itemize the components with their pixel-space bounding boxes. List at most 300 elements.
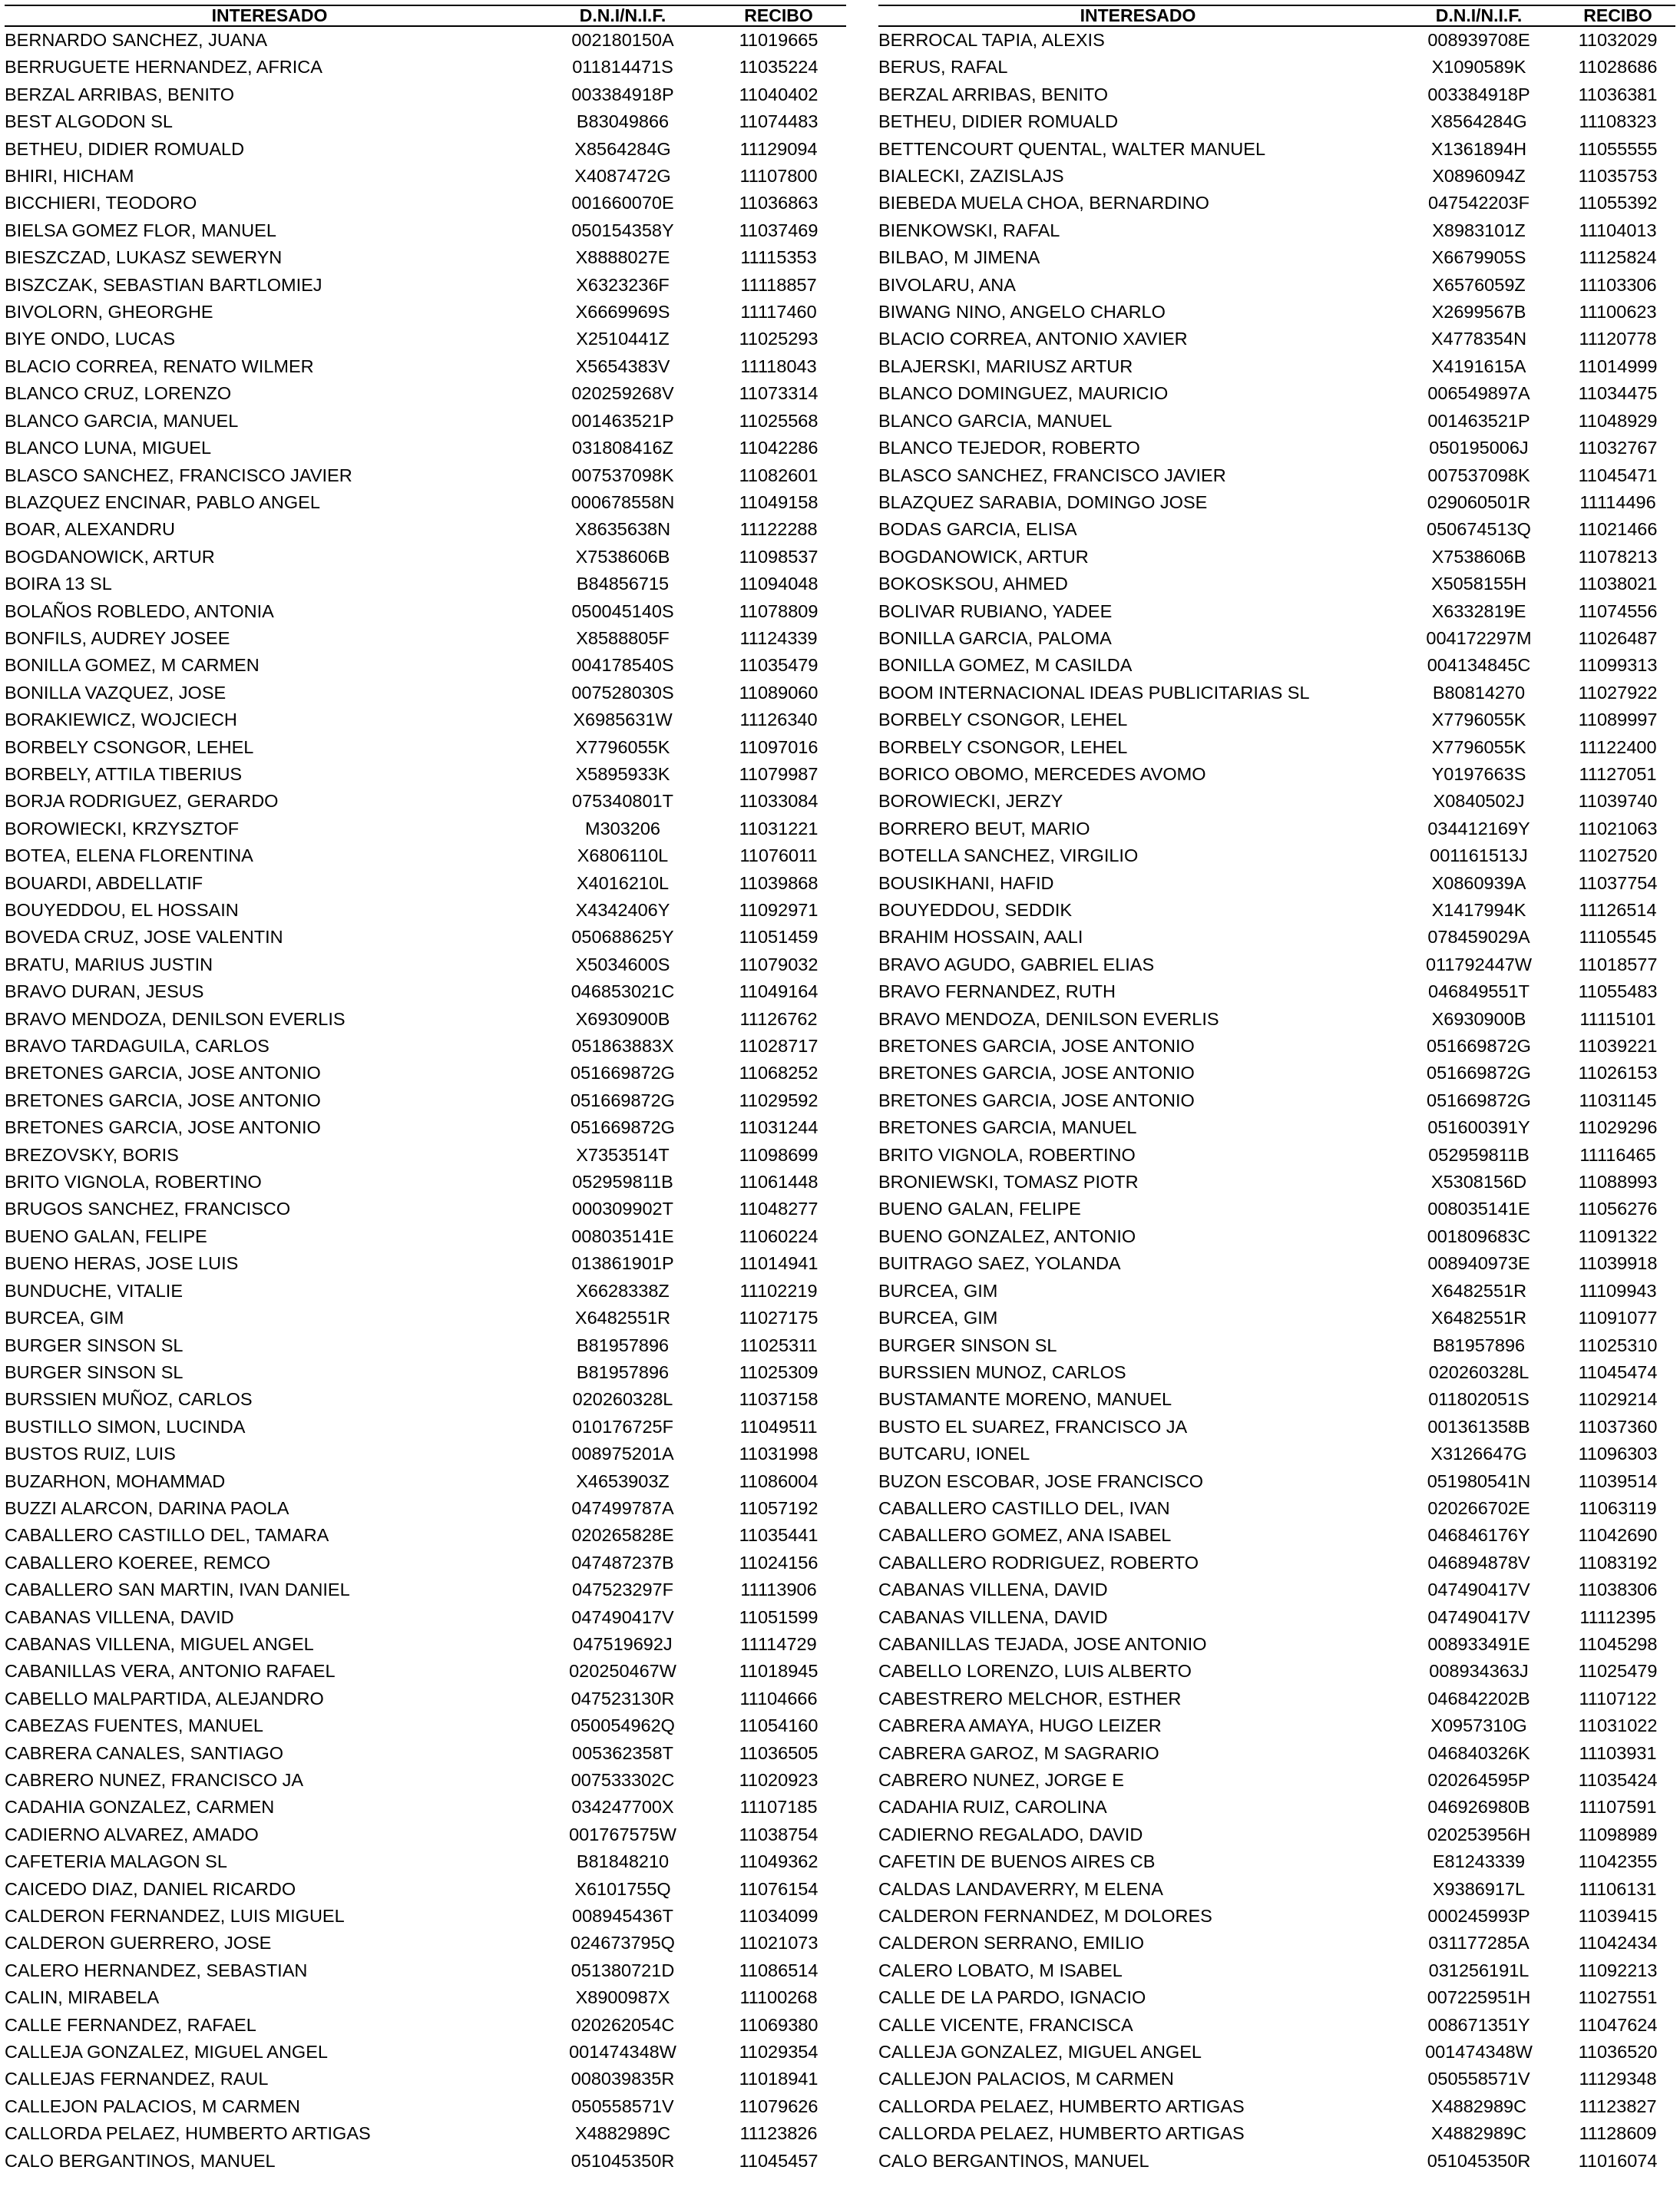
interesado-cell: CALO BERGANTINOS, MANUEL (878, 2150, 1149, 2171)
dni-cell: X6332819E (1431, 600, 1526, 621)
recibo-cell: 11034475 (1578, 383, 1658, 404)
dni-cell: 052959811B (572, 1172, 673, 1193)
table-row (878, 1930, 1675, 1957)
dni-cell: 034247700X (571, 1797, 674, 1818)
recibo-cell: 11034099 (739, 1906, 819, 1927)
interesado-cell: BERNARDO SANCHEZ, JUANA (5, 30, 268, 50)
right-header-row (878, 5, 1675, 26)
table-row (878, 1686, 1675, 1712)
table-row (5, 1033, 846, 1060)
interesado-cell: CABALLERO CASTILLO DEL, TAMARA (5, 1525, 329, 1546)
table-row (878, 1848, 1675, 1875)
interesado-cell: CABANILLAS TEJADA, JOSE ANTONIO (878, 1633, 1207, 1654)
interesado-cell: BRETONES GARCIA, JOSE ANTONIO (5, 1063, 321, 1083)
table-row (878, 2066, 1675, 2092)
recibo-cell: 11036520 (1578, 2042, 1658, 2063)
dni-cell: 005362358T (572, 1742, 673, 1763)
dni-cell: X6101755Q (574, 1878, 671, 1899)
dni-cell: 051380721D (570, 1960, 675, 1980)
table-row (5, 54, 846, 81)
interesado-cell: BRATU, MARIUS JUSTIN (5, 954, 213, 974)
interesado-cell: CALLEJA GONZALEZ, MIGUEL ANGEL (878, 2042, 1202, 2063)
table-row (878, 1468, 1675, 1495)
recibo-cell: 11029214 (1578, 1389, 1658, 1410)
recibo-cell: 11021073 (739, 1933, 819, 1953)
dni-cell: Y0197663S (1431, 763, 1526, 784)
table-row (5, 163, 846, 190)
dni-cell: M303206 (585, 818, 660, 839)
recibo-cell: 11100623 (1579, 302, 1657, 323)
dni-cell: X5895933K (575, 763, 670, 784)
interesado-cell: CALLORDA PELAEZ, HUMBERTO ARTIGAS (878, 2123, 1245, 2144)
recibo-cell: 11042286 (739, 438, 819, 458)
recibo-cell: 11063119 (1579, 1497, 1657, 1518)
table-row (5, 353, 846, 380)
dni-cell: 020253956H (1427, 1824, 1531, 1844)
dni-cell: X6482551R (1430, 1280, 1527, 1301)
table-row (5, 1631, 846, 1658)
table-row (878, 680, 1675, 706)
interesado-cell: CABRERA CANALES, SANTIAGO (5, 1742, 284, 1763)
interesado-cell: BLACIO CORREA, ANTONIO XAVIER (878, 329, 1188, 349)
recibo-cell: 11039415 (1578, 1906, 1658, 1927)
interesado-cell: BICCHIERI, TEODORO (5, 193, 197, 213)
table-row (5, 1468, 846, 1495)
table-row (878, 734, 1675, 761)
table-row (878, 353, 1675, 380)
dni-cell: 020265828E (571, 1525, 674, 1546)
table-row (878, 2012, 1675, 2039)
table-row (878, 625, 1675, 652)
interesado-cell: BLAZQUEZ SARABIA, DOMINGO JOSE (878, 491, 1208, 512)
interesado-cell: BURGER SINSON SL (878, 1335, 1057, 1355)
header-dni: D.N.I/N.I.F. (1397, 5, 1560, 26)
interesado-cell: BOUARDI, ABDELLATIF (5, 872, 203, 893)
dni-cell: X6628338Z (576, 1280, 670, 1301)
interesado-cell: BORBELY CSONGOR, LEHEL (5, 736, 254, 757)
table-row (5, 2012, 846, 2039)
table-row (878, 326, 1675, 352)
recibo-cell: 11057192 (739, 1497, 819, 1518)
table-row (5, 1332, 846, 1359)
dni-cell: 050688625Y (571, 927, 674, 948)
dni-cell: 034412169Y (1427, 818, 1530, 839)
recibo-cell: 11047624 (1578, 2014, 1658, 2035)
interesado-cell: CALO BERGANTINOS, MANUEL (5, 2150, 276, 2171)
interesado-cell: CALLEJON PALACIOS, M CARMEN (878, 2069, 1174, 2089)
table-row (5, 652, 846, 679)
interesado-cell: BOUSIKHANI, HAFID (878, 872, 1054, 893)
table-row (5, 1550, 846, 1576)
table-row (5, 870, 846, 897)
recibo-cell: 11028717 (739, 1036, 819, 1057)
dni-cell: X8888027E (575, 247, 670, 268)
interesado-cell: BOUYEDDOU, EL HOSSAIN (5, 900, 239, 920)
dni-cell: 001463521P (571, 410, 674, 431)
table-row (878, 544, 1675, 571)
table-row (5, 408, 846, 435)
dni-cell: 006549897A (1427, 383, 1530, 404)
recibo-cell: 11055392 (1578, 193, 1658, 213)
interesado-cell: BURSSIEN MUÑOZ, CARLOS (5, 1389, 253, 1410)
dni-cell: 004178540S (571, 655, 674, 676)
dni-cell: X2510441Z (576, 329, 670, 349)
dni-cell: X4653903Z (576, 1470, 670, 1491)
table-row (878, 1332, 1675, 1359)
interesado-cell: BIVOLARU, ANA (878, 274, 1016, 295)
table-row (878, 408, 1675, 435)
recibo-cell: 11109943 (1579, 1280, 1657, 1301)
recibo-cell: 11115101 (1579, 1008, 1656, 1029)
dni-cell: X7796055K (575, 736, 670, 757)
dni-cell: 004134845C (1427, 655, 1531, 676)
dni-cell: X0840502J (1433, 791, 1525, 812)
interesado-cell: BRAVO FERNANDEZ, RUTH (878, 981, 1116, 1002)
dni-cell: X7796055K (1431, 710, 1526, 730)
interesado-cell: BIENKOWSKI, RAFAL (878, 220, 1060, 240)
table-row (878, 217, 1675, 244)
recibo-cell: 11102219 (739, 1280, 818, 1301)
document-page (5, 5, 1675, 2185)
interesado-cell: BURSSIEN MUNOZ, CARLOS (878, 1361, 1126, 1382)
interesado-cell: CALIN, MIRABELA (5, 1987, 160, 2008)
dni-cell: X0860939A (1431, 872, 1526, 893)
recibo-cell: 11031022 (1578, 1715, 1658, 1736)
dni-cell: 047487237B (571, 1552, 674, 1573)
table-row (5, 761, 846, 788)
dni-cell: X4778354N (1430, 329, 1527, 349)
interesado-cell: CABELLO LORENZO, LUIS ALBERTO (878, 1661, 1192, 1682)
header-recibo: RECIBO (711, 5, 846, 26)
dni-cell: 001809683C (1427, 1226, 1531, 1246)
dni-cell: 050558571V (1427, 2069, 1530, 2089)
dni-cell: 046846176Y (1427, 1525, 1530, 1546)
interesado-cell: BIYE ONDO, LUCAS (5, 329, 175, 349)
interesado-cell: BONILLA GOMEZ, M CARMEN (5, 655, 260, 676)
recibo-cell: 11024156 (739, 1552, 819, 1573)
recibo-cell: 11035479 (739, 655, 819, 676)
dni-cell: 007533302C (570, 1770, 675, 1790)
dni-cell: 051669872G (1427, 1036, 1531, 1057)
recibo-cell: 11028686 (1578, 57, 1658, 78)
recibo-cell: 11029592 (739, 1090, 819, 1110)
recibo-cell: 11116465 (1579, 1144, 1656, 1165)
interesado-cell: BOROWIECKI, KRZYSZTOF (5, 818, 240, 839)
table-row (5, 598, 846, 625)
recibo-cell: 11045471 (1578, 465, 1658, 485)
table-row (878, 1984, 1675, 2011)
table-row (5, 462, 846, 489)
interesado-cell: BURCEA, GIM (878, 1280, 998, 1301)
table-row (878, 108, 1675, 135)
recibo-cell: 11128609 (1579, 2123, 1657, 2144)
table-row (878, 1903, 1675, 1930)
table-row (878, 1658, 1675, 1685)
table-row (5, 1767, 846, 1794)
interesado-cell: BRETONES GARCIA, JOSE ANTONIO (878, 1036, 1195, 1057)
table-row (5, 815, 846, 842)
table-row (878, 1114, 1675, 1141)
table-row (5, 489, 846, 516)
interesado-cell: BRONIEWSKI, TOMASZ PIOTR (878, 1172, 1139, 1193)
dni-cell: 047490417V (1427, 1606, 1530, 1627)
table-row (878, 81, 1675, 108)
table-row (5, 1441, 846, 1467)
table-row (5, 81, 846, 108)
recibo-cell: 11098989 (1578, 1824, 1658, 1844)
table-row (878, 1550, 1675, 1576)
recibo-cell: 11049158 (739, 491, 819, 512)
recibo-cell: 11019665 (739, 30, 819, 50)
recibo-cell: 11060224 (739, 1226, 819, 1246)
table-row (878, 190, 1675, 217)
table-row (5, 1060, 846, 1087)
table-row (878, 897, 1675, 924)
recibo-cell: 11126340 (739, 710, 818, 730)
interesado-cell: BOTELLA SANCHEZ, VIRGILIO (878, 845, 1139, 866)
dni-cell: 020266702E (1427, 1497, 1530, 1518)
interesado-cell: BRITO VIGNOLA, ROBERTINO (5, 1172, 262, 1193)
recibo-cell: 11042434 (1578, 1933, 1658, 1953)
table-row (5, 1522, 846, 1549)
dni-cell: 046926980B (1427, 1797, 1530, 1818)
interesado-cell: BLANCO LUNA, MIGUEL (5, 438, 212, 458)
interesado-cell: CABEZAS FUENTES, MANUEL (5, 1715, 263, 1736)
dni-cell: X7796055K (1431, 736, 1526, 757)
dni-cell: X6669969S (575, 302, 670, 323)
table-row (5, 1740, 846, 1767)
recibo-cell: 11031221 (739, 818, 819, 839)
dni-cell: X8588805F (576, 627, 670, 648)
interesado-cell: CADAHIA RUIZ, CAROLINA (878, 1797, 1107, 1818)
interesado-cell: BRAHIM HOSSAIN, AALI (878, 927, 1083, 948)
interesado-cell: BUENO GALAN, FELIPE (5, 1226, 207, 1246)
recibo-cell: 11025311 (739, 1335, 818, 1355)
table-row (5, 1359, 846, 1386)
recibo-cell: 11039868 (739, 872, 819, 893)
interesado-cell: CALLORDA PELAEZ, HUMBERTO ARTIGAS (5, 2123, 371, 2144)
dni-cell: 075340801T (572, 791, 673, 812)
dni-cell: 003384918P (1427, 84, 1530, 104)
recibo-cell: 11122400 (1579, 736, 1657, 757)
dni-cell: X9386917L (1432, 1878, 1526, 1899)
interesado-cell: CABRERO NUNEZ, FRANCISCO JA (5, 1770, 304, 1790)
dni-cell: 051669872G (570, 1117, 675, 1138)
recibo-cell: 11029354 (739, 2042, 819, 2063)
recibo-cell: 11025479 (1578, 1661, 1658, 1682)
interesado-cell: CALLE FERNANDEZ, RAFAEL (5, 2014, 256, 2035)
table-row (5, 951, 846, 978)
recibo-cell: 11076154 (739, 1878, 819, 1899)
left-listing-table (5, 5, 846, 2175)
interesado-cell: BLACIO CORREA, RENATO WILMER (5, 356, 314, 376)
interesado-cell: BLANCO CRUZ, LORENZO (5, 383, 232, 404)
dni-cell: 051045350R (570, 2150, 675, 2171)
recibo-cell: 11042355 (1578, 1851, 1658, 1872)
interesado-cell: BURGER SINSON SL (5, 1361, 184, 1382)
recibo-cell: 11127051 (1579, 763, 1657, 784)
recibo-cell: 11115353 (740, 247, 817, 268)
dni-cell: X5058155H (1430, 574, 1527, 594)
recibo-cell: 11045298 (1578, 1633, 1658, 1654)
interesado-cell: BERZAL ARRIBAS, BENITO (5, 84, 235, 104)
table-row (878, 1821, 1675, 1848)
recibo-cell: 11032767 (1578, 438, 1658, 458)
interesado-cell: CABANAS VILLENA, DAVID (5, 1606, 234, 1627)
dni-cell: 020250467W (569, 1661, 676, 1682)
interesado-cell: BRETONES GARCIA, JOSE ANTONIO (5, 1117, 321, 1138)
dni-cell: X5654383V (575, 356, 670, 376)
dni-cell: 001474348W (569, 2042, 676, 2063)
table-row (878, 1060, 1675, 1087)
dni-cell: B81957896 (576, 1335, 670, 1355)
interesado-cell: BOOM INTERNACIONAL IDEAS PUBLICITARIAS SL (878, 682, 1310, 703)
interesado-cell: BOGDANOWICK, ARTUR (878, 546, 1089, 567)
left-header-row (5, 5, 846, 26)
dni-cell: 047523130R (570, 1688, 675, 1709)
dni-cell: X4882989C (1430, 2096, 1527, 2116)
interesado-cell: BEST ALGODON SL (5, 111, 173, 132)
table-row (878, 2120, 1675, 2147)
interesado-cell: BRETONES GARCIA, JOSE ANTONIO (5, 1090, 321, 1110)
dni-cell: 047490417V (571, 1606, 674, 1627)
recibo-cell: 11082601 (739, 465, 819, 485)
dni-cell: B81957896 (576, 1361, 670, 1382)
dni-cell: 046840326K (1427, 1742, 1530, 1763)
dni-cell: 001474348W (1425, 2042, 1533, 2063)
recibo-cell: 11018577 (1578, 954, 1658, 974)
recibo-cell: 11042690 (1578, 1525, 1658, 1546)
table-row (878, 136, 1675, 163)
recibo-cell: 11099313 (1578, 655, 1658, 676)
recibo-cell: 11037469 (739, 220, 819, 240)
table-row (878, 1196, 1675, 1222)
table-row (878, 815, 1675, 842)
table-row (878, 1576, 1675, 1603)
right-rows (878, 26, 1675, 2175)
recibo-cell: 11026153 (1578, 1063, 1658, 1083)
dni-cell: 011792447W (1425, 954, 1533, 974)
interesado-cell: BRAVO DURAN, JESUS (5, 981, 204, 1002)
recibo-cell: 11079032 (739, 954, 819, 974)
dni-cell: X4087472G (574, 166, 671, 187)
recibo-cell: 11031998 (739, 1444, 819, 1464)
recibo-cell: 11014941 (739, 1253, 819, 1274)
table-row (878, 54, 1675, 81)
interesado-cell: BONILLA GOMEZ, M CASILDA (878, 655, 1133, 676)
recibo-cell: 11039740 (1578, 791, 1658, 812)
interesado-cell: CADIERNO REGALADO, DAVID (878, 1824, 1143, 1844)
dni-cell: X7353514T (576, 1144, 670, 1165)
interesado-cell: BHIRI, HICHAM (5, 166, 134, 187)
table-row (878, 761, 1675, 788)
dni-cell: 031177285A (1428, 1933, 1530, 1953)
table-row (5, 435, 846, 461)
table-row (5, 1984, 846, 2011)
dni-cell: 004172297M (1426, 627, 1532, 648)
table-row (878, 571, 1675, 597)
dni-cell: B81848210 (576, 1851, 670, 1872)
table-row (878, 1495, 1675, 1522)
table-row (878, 272, 1675, 299)
recibo-cell: 11049362 (739, 1851, 819, 1872)
table-row (878, 163, 1675, 190)
interesado-cell: BREZOVSKY, BORIS (5, 1144, 179, 1165)
recibo-cell: 11061448 (739, 1172, 819, 1193)
recibo-cell: 11025293 (739, 329, 819, 349)
interesado-cell: CABANAS VILLENA, DAVID (878, 1606, 1108, 1627)
table-row (878, 1767, 1675, 1794)
interesado-cell: CALERO HERNANDEZ, SEBASTIAN (5, 1960, 308, 1980)
dni-cell: X2699567B (1431, 302, 1526, 323)
table-row (878, 1169, 1675, 1196)
interesado-cell: CABESTRERO MELCHOR, ESTHER (878, 1688, 1182, 1709)
dni-cell: X4882989C (574, 2123, 671, 2144)
table-row (5, 1006, 846, 1033)
recibo-cell: 11039514 (1578, 1470, 1658, 1491)
dni-cell: X7538606B (575, 546, 670, 567)
interesado-cell: BOIRA 13 SL (5, 574, 112, 594)
table-row (5, 625, 846, 652)
dni-cell: 001660070E (571, 193, 674, 213)
interesado-cell: BOAR, ALEXANDRU (5, 519, 176, 540)
dni-cell: 050054962Q (570, 1715, 675, 1736)
table-row (5, 1250, 846, 1277)
table-row (878, 2093, 1675, 2120)
recibo-cell: 11014999 (1578, 356, 1658, 376)
recibo-cell: 11086004 (739, 1470, 819, 1491)
dni-cell: X8635638N (574, 519, 671, 540)
table-row (878, 842, 1675, 869)
dni-cell: 047542203F (1428, 193, 1530, 213)
interesado-cell: CALLEJON PALACIOS, M CARMEN (5, 2096, 300, 2116)
recibo-cell: 11018945 (739, 1661, 819, 1682)
table-row (5, 1196, 846, 1222)
interesado-cell: BOTEA, ELENA FLORENTINA (5, 845, 253, 866)
table-row (878, 1631, 1675, 1658)
table-row (878, 1142, 1675, 1169)
table-row (5, 842, 846, 869)
recibo-cell: 11129094 (739, 138, 818, 159)
dni-cell: X6930900B (575, 1008, 670, 1029)
table-row (5, 108, 846, 135)
table-row (878, 924, 1675, 951)
interesado-cell: CABRERA AMAYA, HUGO LEIZER (878, 1715, 1162, 1736)
dni-cell: 000245993P (1427, 1906, 1530, 1927)
recibo-cell: 11118857 (740, 274, 817, 295)
recibo-cell: 11021063 (1578, 818, 1658, 839)
interesado-cell: BLAZQUEZ ENCINAR, PABLO ANGEL (5, 491, 320, 512)
interesado-cell: BORBELY CSONGOR, LEHEL (878, 736, 1128, 757)
recibo-cell: 11074483 (739, 111, 819, 132)
interesado-cell: BUENO HERAS, JOSE LUIS (5, 1253, 239, 1274)
recibo-cell: 11079626 (739, 2096, 819, 2116)
recibo-cell: 11088993 (1578, 1172, 1658, 1193)
interesado-cell: CAFETERIA MALAGON SL (5, 1851, 227, 1872)
dni-cell: X6930900B (1431, 1008, 1526, 1029)
table-row (878, 1794, 1675, 1821)
table-row (878, 1305, 1675, 1332)
table-row (5, 1142, 846, 1169)
dni-cell: 001767575W (569, 1824, 676, 1844)
table-row (5, 924, 846, 951)
interesado-cell: CABALLERO CASTILLO DEL, IVAN (878, 1497, 1170, 1518)
interesado-cell: BUSTAMANTE MORENO, MANUEL (878, 1389, 1172, 1410)
dni-cell: X6482551R (574, 1308, 671, 1328)
table-row (878, 1522, 1675, 1549)
recibo-cell: 11048277 (739, 1199, 819, 1219)
dni-cell: 008934363J (1429, 1661, 1529, 1682)
